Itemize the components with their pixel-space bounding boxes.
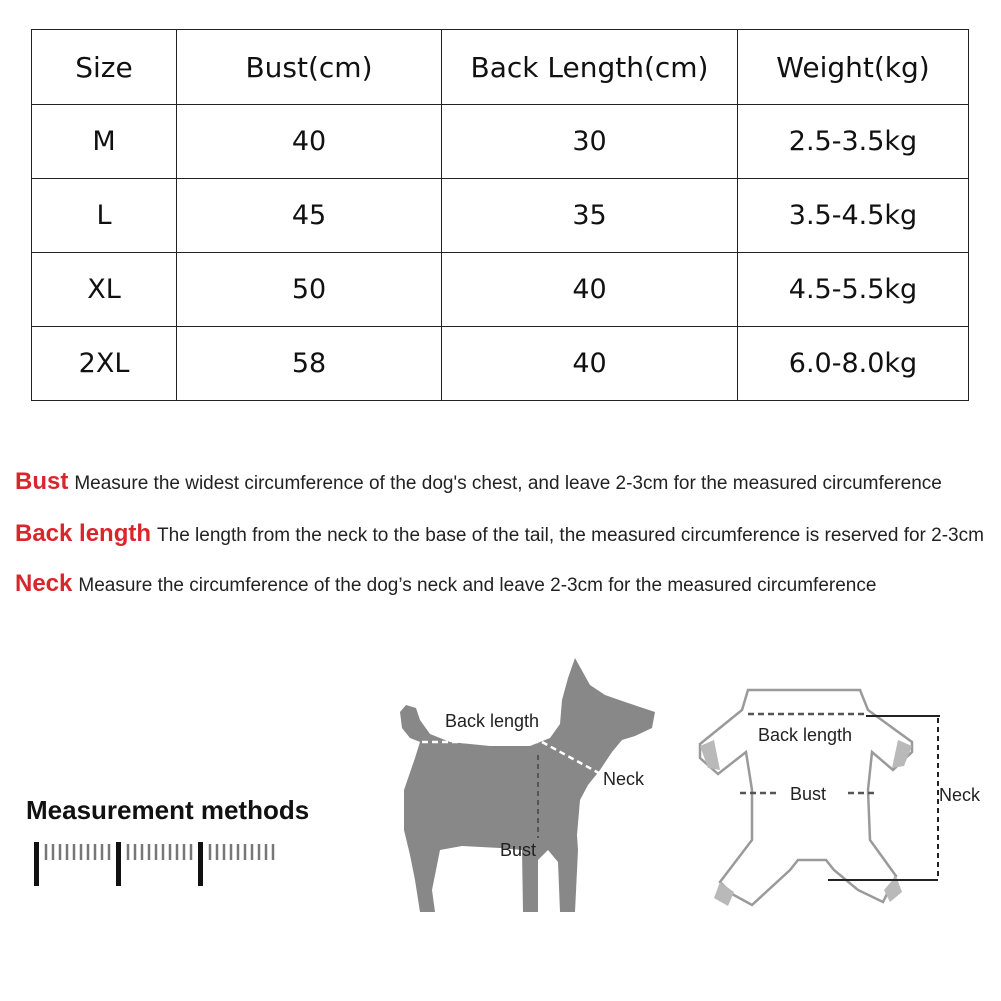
measurement-methods-title: Measurement methods xyxy=(26,795,310,825)
desc-neck: Measure the circumference of the dog’s neck and leave 2-3cm for the measured circumference xyxy=(78,575,877,596)
cell-weight: 6.0-8.0kg xyxy=(738,327,969,401)
table-header-row xyxy=(32,30,969,105)
header-bust: Bust(cm) xyxy=(177,30,442,105)
garment-label-back-length: Back length xyxy=(758,725,853,745)
cell-size: M xyxy=(32,105,177,179)
cell-bust: 58 xyxy=(177,327,442,401)
cell-size: XL xyxy=(32,253,177,327)
dog-label-bust: Bust xyxy=(500,840,537,860)
garment-label-neck: Neck xyxy=(939,785,981,805)
cell-bust: 50 xyxy=(177,253,442,327)
table-row xyxy=(32,253,969,327)
desc-bust: Measure the widest circumference of the dog's chest, and leave 2-3cm for the measured circumference xyxy=(74,473,942,494)
table-row xyxy=(32,179,969,253)
cell-size: L xyxy=(32,179,177,253)
dog-diagram xyxy=(390,650,670,920)
cell-bust: 45 xyxy=(177,179,442,253)
header-back-length: Back Length(cm) xyxy=(442,30,738,105)
cell-weight: 2.5-3.5kg xyxy=(738,105,969,179)
cell-weight: 3.5-4.5kg xyxy=(738,179,969,253)
definition-back-length xyxy=(15,520,984,548)
definition-neck xyxy=(15,570,876,598)
cell-back-length: 40 xyxy=(442,253,738,327)
cell-bust: 40 xyxy=(177,105,442,179)
garment-label-bust: Bust xyxy=(790,784,827,804)
size-table xyxy=(31,29,969,401)
definition-bust xyxy=(15,468,942,496)
cell-weight: 4.5-5.5kg xyxy=(738,253,969,327)
table-row xyxy=(32,327,969,401)
table-row xyxy=(32,105,969,179)
cell-back-length: 30 xyxy=(442,105,738,179)
cell-back-length: 35 xyxy=(442,179,738,253)
term-bust: Bust xyxy=(15,468,69,495)
dog-label-neck: Neck xyxy=(603,769,645,789)
term-neck: Neck xyxy=(15,570,73,597)
desc-back-length: The length from the neck to the base of the tail, the measured circumference is reserved for 2-3cm xyxy=(157,525,984,546)
header-weight: Weight(kg) xyxy=(738,30,969,105)
dog-label-back-length: Back length xyxy=(445,711,540,731)
ruler-icon xyxy=(30,838,280,890)
header-size: Size xyxy=(32,30,177,105)
cell-size: 2XL xyxy=(32,327,177,401)
garment-diagram xyxy=(680,680,992,920)
cell-back-length: 40 xyxy=(442,327,738,401)
term-back-length: Back length xyxy=(15,520,152,547)
